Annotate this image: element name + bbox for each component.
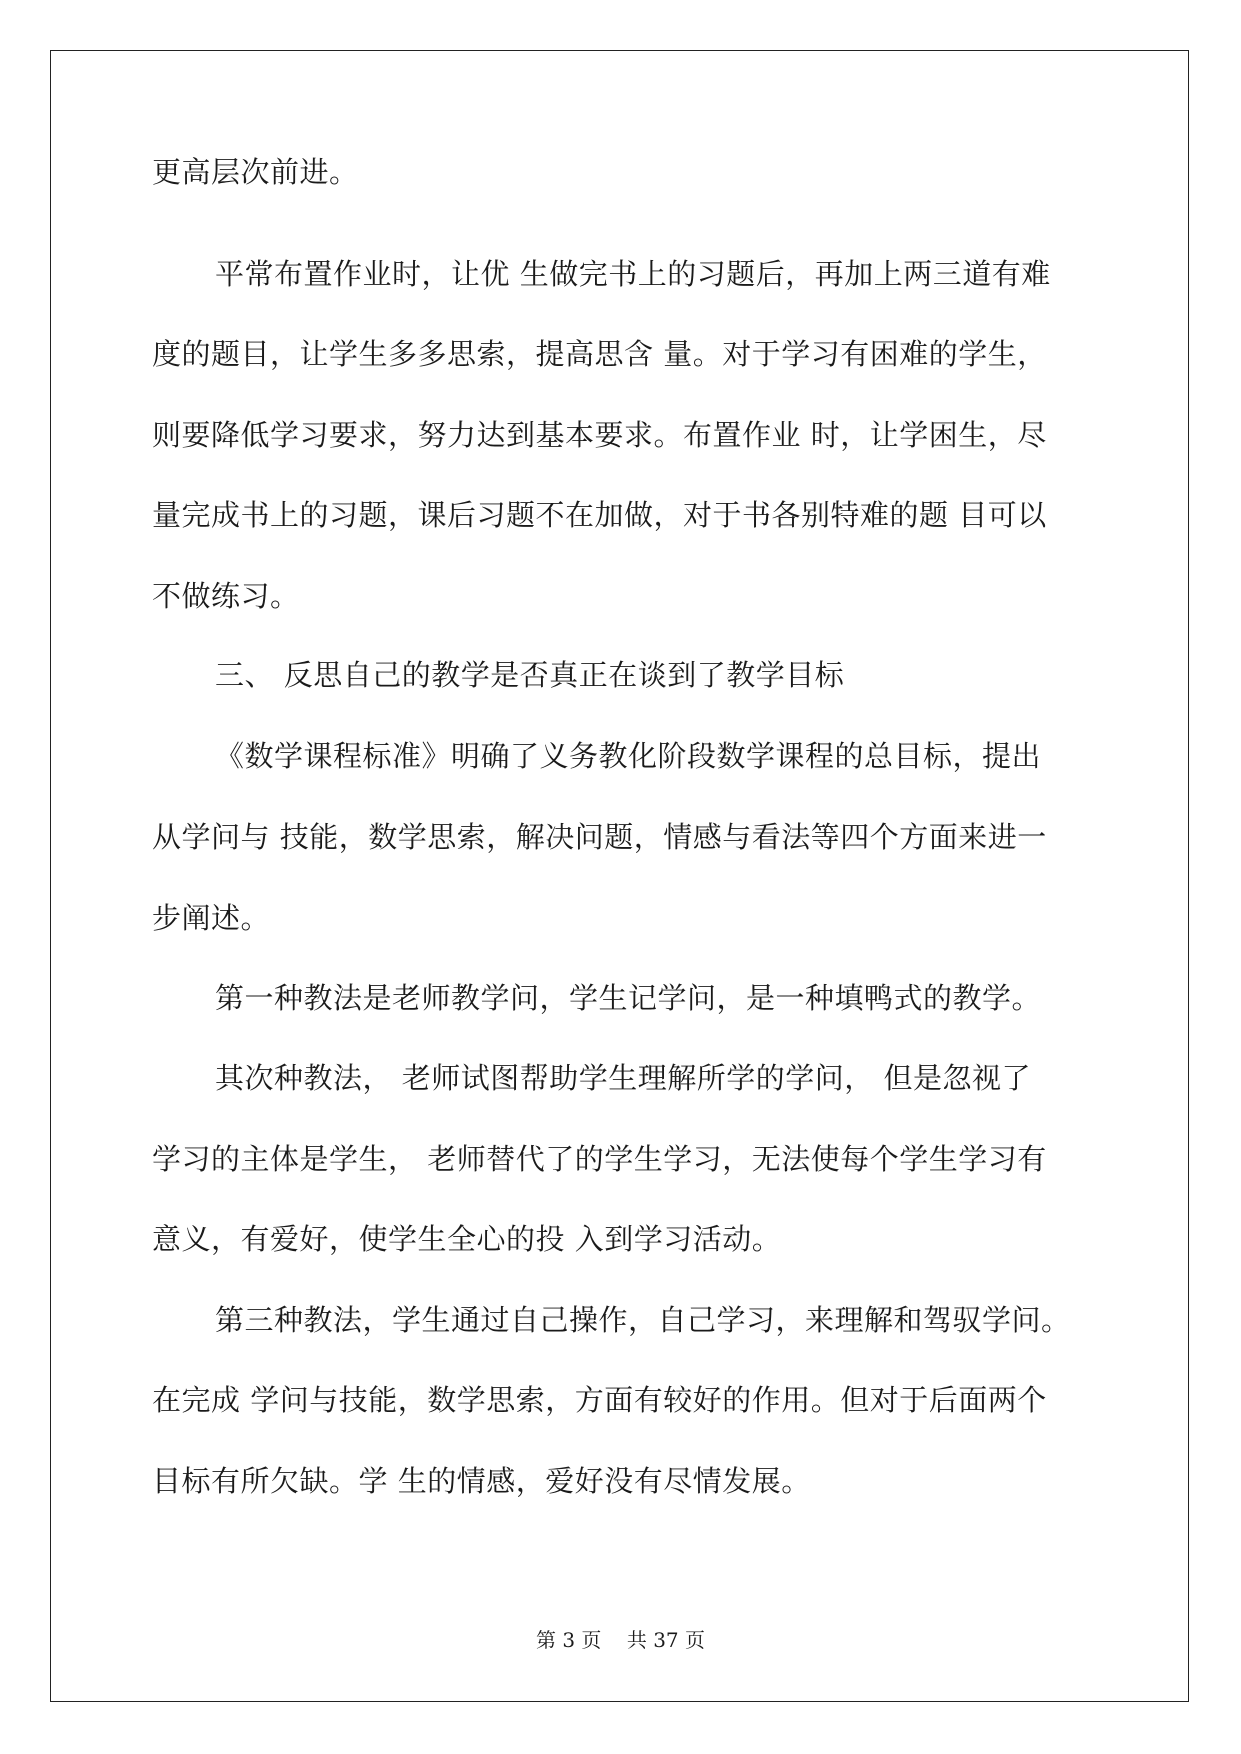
paragraph-line: 目标有所欠缺。学 生的情感，爱好没有尽情发展。	[152, 1464, 811, 1498]
paragraph-line: 学习的主体是学生， 老师替代了的学生学习，无法使每个学生学习有	[152, 1142, 1047, 1176]
paragraph-line: 更高层次前进。	[152, 155, 359, 189]
paragraph-line: 不做练习。	[152, 579, 300, 613]
paragraph-line: 第三种教法，学生通过自己操作，自己学习，来理解和驾驭学问。	[215, 1303, 1071, 1337]
paragraph-line: 量完成书上的习题，课后习题不在加做，对于书各别特难的题 目可以	[152, 498, 1047, 532]
section-heading: 三、 反思自己的教学是否真正在谈到了教学目标	[215, 658, 845, 692]
paragraph-line: 其次种教法， 老师试图帮助学生理解所学的学问， 但是忽视了	[215, 1061, 1031, 1095]
paragraph-line: 《数学课程标准》明确了义务教化阶段数学课程的总目标，提出	[215, 739, 1042, 773]
paragraph-line: 意义，有爱好，使学生全心的投 入到学习活动。	[152, 1222, 782, 1256]
paragraph-line: 则要降低学习要求，努力达到基本要求。布置作业 时，让学困生，尽	[152, 418, 1047, 452]
paragraph-line: 度的题目，让学生多多思索，提高思含 量。对于学习有困难的学生，	[152, 337, 1047, 371]
paragraph-line: 平常布置作业时，让优 生做完书上的习题后，再加上两三道有难	[215, 257, 1051, 291]
page-border	[50, 50, 1189, 1702]
paragraph-line: 第一种教法是老师教学问，学生记学问，是一种填鸭式的教学。	[215, 981, 1042, 1015]
page-number: 第 3 页 共 37 页	[535, 1628, 706, 1652]
paragraph-line: 步阐述。	[152, 901, 271, 935]
paragraph-line: 从学问与 技能，数学思索，解决问题，情感与看法等四个方面来进一	[152, 820, 1047, 854]
paragraph-line: 在完成 学问与技能，数学思索，方面有较好的作用。但对于后面两个	[152, 1383, 1047, 1417]
